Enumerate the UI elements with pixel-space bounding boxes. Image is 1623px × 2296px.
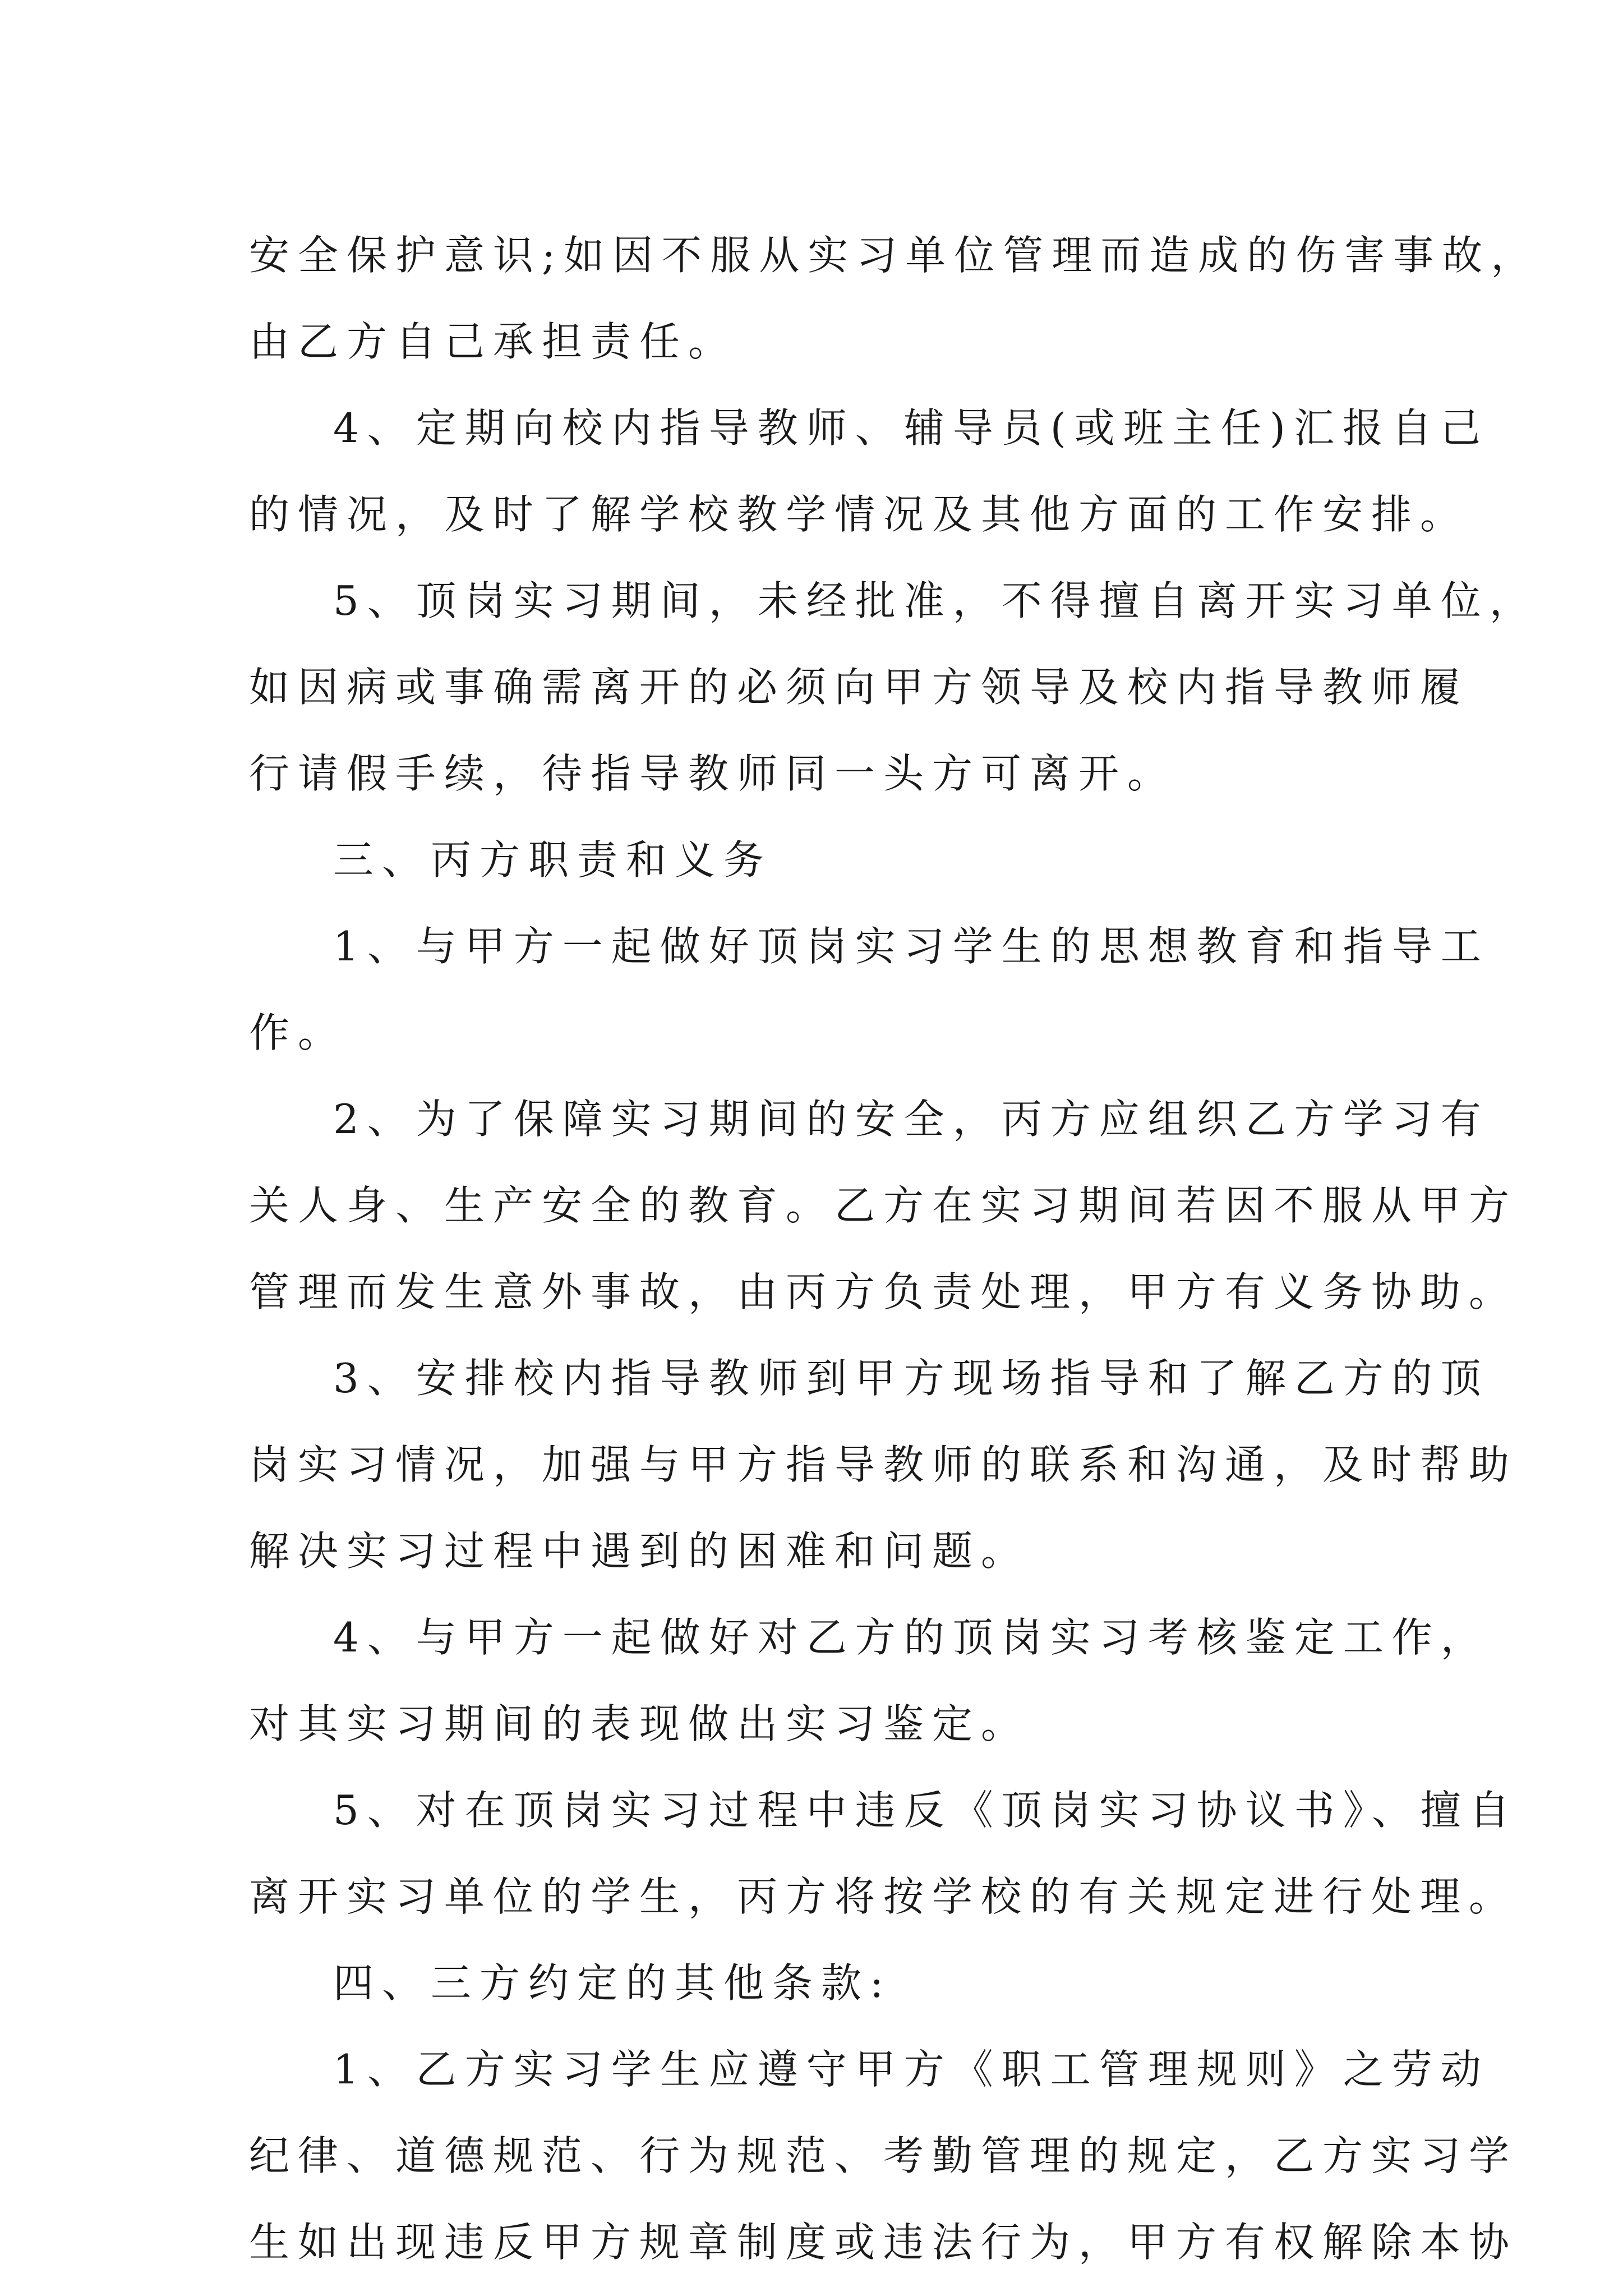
text-line: 2、为了保障实习期间的安全，丙方应组织乙方学习有 <box>333 1096 1490 1143</box>
text-line: 生如出现违反甲方规章制度或违法行为，甲方有权解除本协 <box>249 2219 1518 2266</box>
text-line: 作。 <box>249 1009 347 1056</box>
text-line: 的情况，及时了解学校教学情况及其他方面的工作安排。 <box>249 491 1469 538</box>
text-line: 三、丙方职责和义务 <box>333 836 773 884</box>
text-line: 四、三方约定的其他条款: <box>333 1959 892 2007</box>
text-line: 4、定期向校内指导教师、辅导员(或班主任)汇报自己 <box>333 404 1489 452</box>
document-body <box>249 212 1540 2285</box>
paragraph <box>249 1076 1518 1335</box>
paragraph <box>249 1594 1490 1767</box>
text-line: 1、乙方实习学生应遵守甲方《职工管理规则》之劳动 <box>333 2046 1490 2093</box>
paragraph <box>249 1335 1518 1594</box>
paragraph <box>249 817 1393 903</box>
text-line: 岗实习情况，加强与甲方指导教师的联系和沟通，及时帮助 <box>249 1441 1518 1488</box>
text-line: 由乙方自己承担责任。 <box>249 318 737 365</box>
paragraph <box>249 1940 1393 2026</box>
text-line: 1、与甲方一起做好顶岗实习学生的思想教育和指导工 <box>333 923 1490 970</box>
paragraph <box>249 903 1490 1076</box>
text-line: 离开实习单位的学生，丙方将按学校的有关规定进行处理。 <box>249 1873 1518 1920</box>
text-line: 3、安排校内指导教师到甲方现场指导和了解乙方的顶 <box>333 1355 1490 1402</box>
paragraph <box>249 558 1538 817</box>
text-line: 管理而发生意外事故，由丙方负责处理，甲方有义务协助。 <box>249 1268 1518 1315</box>
text-line: 纪律、道德规范、行为规范、考勤管理的规定，乙方实习学 <box>249 2132 1518 2179</box>
paragraph <box>249 385 1489 558</box>
text-line: 安全保护意识;如因不服从实习单位管理而造成的伤害事故， <box>249 232 1540 279</box>
text-line: 解决实习过程中遇到的困难和问题。 <box>249 1527 1030 1575</box>
paragraph <box>249 2026 1518 2285</box>
text-line: 5、对在顶岗实习过程中违反《顶岗实习协议书》、擅自 <box>333 1787 1518 1834</box>
paragraph <box>249 1767 1518 1940</box>
text-line: 关人身、生产安全的教育。乙方在实习期间若因不服从甲方 <box>249 1182 1518 1229</box>
text-line: 行请假手续，待指导教师同一头方可离开。 <box>249 750 1177 797</box>
paragraph <box>249 212 1540 385</box>
text-line: 对其实习期间的表现做出实习鉴定。 <box>249 1700 1030 1747</box>
text-line: 4、与甲方一起做好对乙方的顶岗实习考核鉴定工作， <box>333 1614 1490 1661</box>
text-line: 如因病或事确需离开的必须向甲方领导及校内指导教师履 <box>249 664 1469 711</box>
text-line: 5、顶岗实习期间，未经批准，不得擅自离开实习单位， <box>333 577 1538 624</box>
